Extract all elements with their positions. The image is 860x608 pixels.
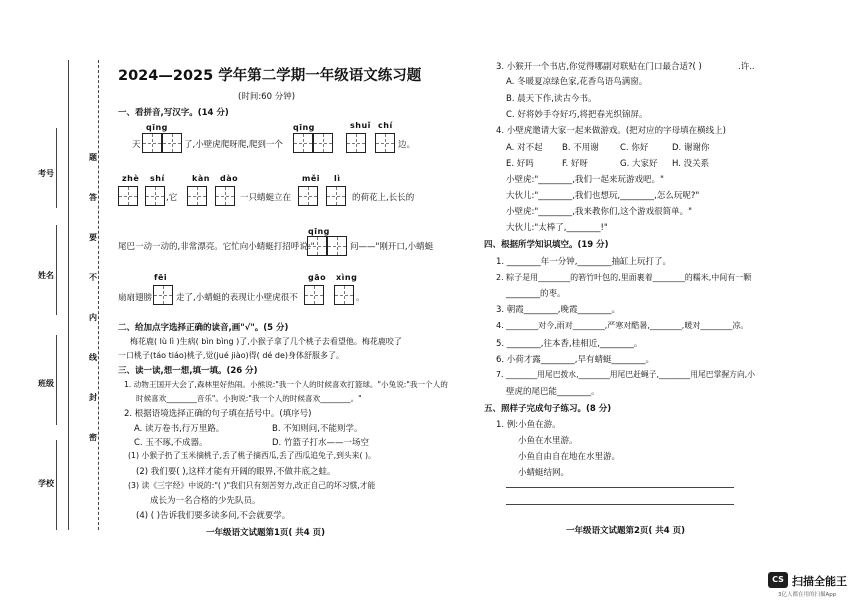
writing-grid[interactable] <box>298 186 318 206</box>
field-label-name: 姓名 <box>38 271 54 280</box>
text: 成长为一名合格的少先队员。 <box>150 496 261 506</box>
text: (3) 读《三字经》中说的:"( )"我们只有刻苦努力,改正自己的坏习惯,才能 <box>128 481 376 490</box>
pinyin: shí <box>150 174 165 183</box>
example-label: 1. 例:小鱼在游。 <box>496 420 561 430</box>
field-line <box>56 225 58 315</box>
writing-grid[interactable] <box>313 133 333 153</box>
field-line <box>56 440 58 530</box>
dialogue-line: 小壁虎:"________,我来教你们,这个游戏很简单。" <box>506 207 693 217</box>
fill-line: 1. ________年一分钟,________抽缸上玩打了。 <box>496 257 672 267</box>
pinyin: gāo <box>308 273 327 282</box>
exam-time: (时间:60 分钟) <box>238 92 296 102</box>
text: 了,小壁虎爬呀爬,爬到一个 <box>184 140 283 150</box>
text: 扇扇翅膀 <box>118 293 153 303</box>
page-title: 2024—2025 学年第二学期一年级语文练习题 <box>118 68 422 84</box>
text: (1) 小猴子扔了玉米摘桃子,丢了桃子摘西瓜,丢了西瓜追兔子,到头来( )。 <box>128 451 376 460</box>
section-5-heading: 五、照样子完成句子练习。(8 分) <box>484 404 612 414</box>
text: 2. 根据语境选择正确的句子填在括号中。(填序号) <box>124 409 312 419</box>
fill-line: 7. ________用尾巴拨水,________用尾巴赶蝇子,________用尾巴掌握方向,小 <box>496 370 756 379</box>
q3-prompt: 3. 小猴开一个书店,你觉得哪副对联贴在门口最合适?( ) <box>496 62 702 72</box>
writing-grid[interactable] <box>142 133 162 153</box>
page-footer: 一年级语文试题第1页( 共4 页) <box>206 528 326 538</box>
corner-mark: .许.. <box>738 62 755 72</box>
fill-line: 壁虎的尾巴能________。 <box>506 387 600 397</box>
seal-char: 线 <box>89 353 97 362</box>
field-line <box>56 128 58 208</box>
fill-line: 3. 朝霞________,晚霞________。 <box>496 305 621 315</box>
field-label-school: 学校 <box>38 479 54 488</box>
text: ,它 <box>166 193 178 203</box>
pinyin: kàn <box>192 174 210 183</box>
dialogue-line: 大伙儿:"________,我们也想玩,________,怎么玩呢?" <box>506 191 700 201</box>
section-3-heading: 三、读一读,想一想,填一填。(26 分) <box>118 366 258 376</box>
dialogue-line: 小壁虎:"________,我们一起来玩游戏吧。" <box>506 175 664 185</box>
writing-grid[interactable] <box>304 285 324 305</box>
text: 的荷花上,长长的 <box>352 193 415 203</box>
pinyin: dào <box>220 174 239 183</box>
writing-grid[interactable] <box>145 186 165 206</box>
text: 走了,小蜻蜓的表现让小壁虎很不 <box>176 293 298 303</box>
option-c: C. 玉不琢,不成器。 <box>134 438 208 448</box>
answer-line[interactable] <box>506 487 734 488</box>
writing-grid[interactable] <box>375 133 395 153</box>
writing-grid[interactable] <box>326 186 346 206</box>
section-2-heading: 二、给加点字选择正确的读音,画"√"。(5 分) <box>118 323 289 333</box>
writing-grid[interactable] <box>346 133 366 153</box>
option-d: D. 竹篮子打水——一场空 <box>272 438 369 448</box>
pinyin: xìng <box>336 273 358 282</box>
binding-line <box>98 60 99 530</box>
dialogue-line: 大伙儿:"太棒了,________!" <box>506 223 608 233</box>
page-footer: 一年级语文试题第2页( 共4 页) <box>566 526 686 536</box>
app-logo <box>768 572 788 588</box>
answer-line[interactable] <box>506 504 734 505</box>
q4-option: B. 不用谢 <box>562 143 599 153</box>
field-line <box>56 335 58 425</box>
field-label-exam-number: 考号 <box>38 169 54 178</box>
app-name: 扫描全能王 <box>792 575 847 588</box>
q3-option-b: B. 晨天下作,读古今书。 <box>506 94 597 104</box>
seal-char: 内 <box>89 313 97 322</box>
text: 梅花鹿( lù lì )生病( bìn bìng )了,小猴子拿了几个桃子去看望他。梅花鹿咬了 <box>130 337 402 346</box>
text: 问——"刚开口,小蜻蜓 <box>350 242 434 252</box>
writing-grid[interactable] <box>118 186 138 206</box>
text: 时候喜欢________音乐"。小狗说:"我一个人的时候喜欢________。" <box>136 394 362 403</box>
seal-char: 题 <box>89 153 97 162</box>
text: (2) 我们要( ),这样才能有开阔的眼界,不做井底之蛙。 <box>136 467 336 477</box>
option-a: A. 读万卷书,行万里路。 <box>134 424 225 434</box>
q4-option: G. 大家好 <box>620 159 658 169</box>
q3-option-a: A. 冬暖夏凉绿色家,花香鸟语鸟满窗。 <box>506 77 648 87</box>
writing-grid[interactable] <box>153 285 173 305</box>
seal-char: 不 <box>89 273 97 282</box>
section-1-heading: 一、看拼音,写汉字。(14 分) <box>118 108 229 118</box>
pinyin: qīng <box>308 227 330 236</box>
text: 天 <box>132 140 141 150</box>
app-tagline: 3亿人都在用的扫描App <box>778 592 837 598</box>
pinyin: měi <box>302 174 321 183</box>
option-b: B. 不知则问,不能则学。 <box>272 424 363 434</box>
q4-option: H. 没关系 <box>672 159 710 169</box>
text: 一口桃子(táo tiáo)桃子,觉(jué jiào)得( dé de)身体舒服多了。 <box>118 351 344 360</box>
writing-grid[interactable] <box>327 236 347 256</box>
q4-option: C. 你好 <box>620 143 649 153</box>
text: 。 <box>356 293 365 303</box>
fill-line: 5. ________,往本香,桂相近,________。 <box>496 339 643 349</box>
seal-char: 密 <box>89 433 97 442</box>
pinyin: qīng <box>293 123 315 132</box>
writing-grid[interactable] <box>162 133 182 153</box>
pinyin: fēi <box>154 273 168 282</box>
pinyin: shuǐ <box>350 121 371 130</box>
q4-option: D. 谢谢你 <box>672 143 710 153</box>
pinyin: chí <box>378 121 393 130</box>
q4-option: F. 好呀 <box>562 159 588 169</box>
pinyin: qīng <box>146 123 168 132</box>
example-sentence: 小鱼在水里游。 <box>518 436 578 446</box>
section-4-heading: 四、根据所学知识填空。(19 分) <box>484 240 609 250</box>
pinyin: lì <box>334 174 341 183</box>
q4-option: E. 好吗 <box>506 159 534 169</box>
app-logo-text: CS <box>772 575 784 584</box>
fill-line: 4. ________对今,雨对________,严寒对酷暑,________,暖对________凉。 <box>496 321 749 330</box>
fill-line: 2. 粽子是用________的箬竹叶包的,里面裹着________的糯米,中间有一颗 <box>496 273 752 282</box>
writing-grid[interactable] <box>307 236 327 256</box>
binding-line <box>68 60 69 530</box>
example-sentence: 小蜻蜓结网。 <box>518 468 570 478</box>
fill-line: 6. 小荷才露________,早有蜻蜓________。 <box>496 355 655 365</box>
q4-prompt: 4. 小壁虎邀请大家一起来做游戏。(把对应的字母填在横线上) <box>496 126 726 136</box>
text: 尾巴一动一动的,非常漂亮。它忙向小蜻蜓打招呼说:" <box>118 242 315 252</box>
text: 边。 <box>398 140 416 150</box>
field-label-class: 班级 <box>38 379 54 388</box>
example-sentence: 小鱼自由自在地在水里游。 <box>518 452 621 462</box>
writing-grid[interactable] <box>215 186 235 206</box>
q3-option-c: C. 好将妙手夺好巧,将把春光织锦屏。 <box>506 110 648 120</box>
q4-option: A. 对不起 <box>506 143 543 153</box>
text: 1. 动物王国开大会了,森林里好热闹。小熊说:"我一个人的时候喜欢打篮球。"小兔说:"我一个人的 <box>124 380 448 389</box>
writing-grid[interactable] <box>293 133 313 153</box>
seal-char: 要 <box>89 233 97 242</box>
writing-grid[interactable] <box>334 285 354 305</box>
seal-char: 答 <box>89 193 97 202</box>
text: 一只蜻蜓立在 <box>240 193 292 203</box>
writing-grid[interactable] <box>187 186 207 206</box>
text: (4) ( )告诉我们要多读多问,不会就要学。 <box>136 511 291 521</box>
seal-char: 封 <box>89 393 97 402</box>
pinyin: zhè <box>122 174 140 183</box>
fill-line: ________的枣。 <box>506 289 566 299</box>
